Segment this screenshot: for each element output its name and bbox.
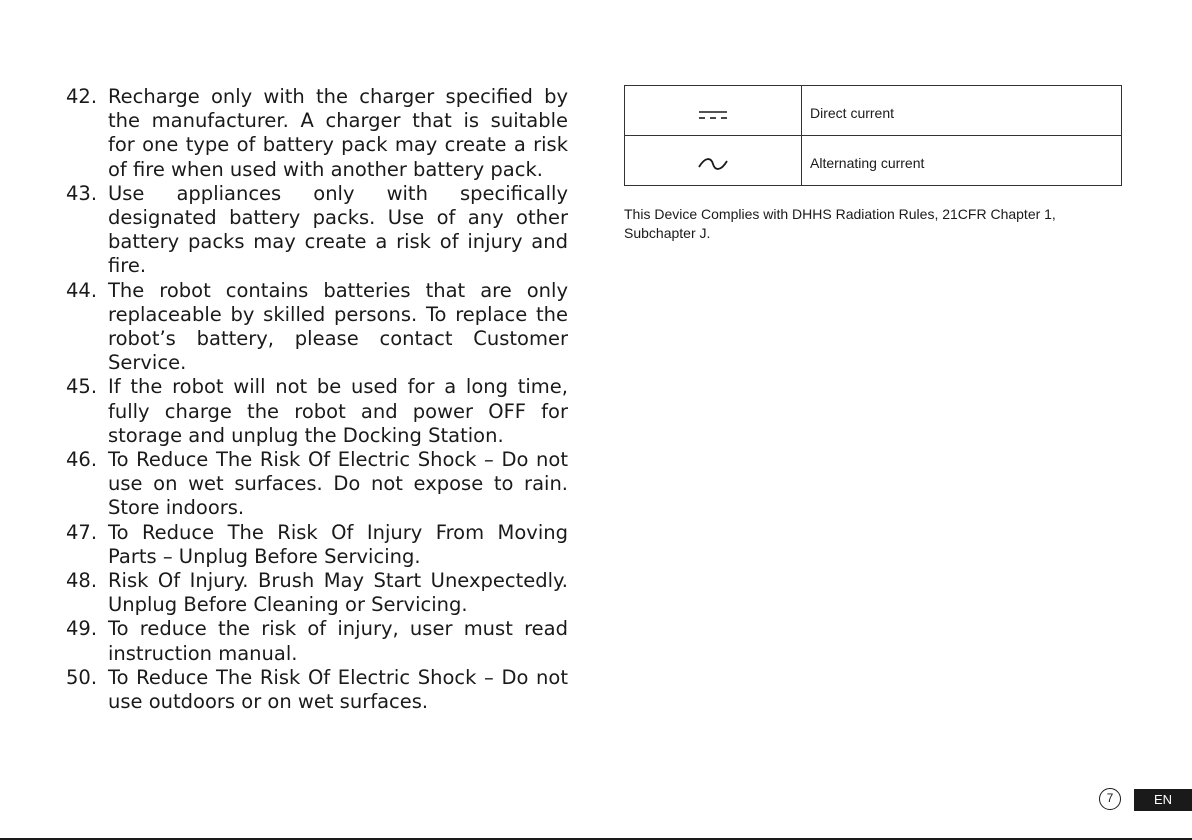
list-item: [66, 448, 568, 521]
item-text: To Reduce The Risk Of Injury From Moving Parts – Unplug Before Servicing.: [108, 520, 568, 568]
item-number: 50.: [66, 665, 98, 689]
item-text: To Reduce The Risk Of Electric Shock – Do not use on wet surfaces. Do not expose to rain. Store indoors.: [108, 448, 568, 520]
compliance-note: This Device Complies with DHHS Radiation Rules, 21CFR Chapter 1, Subchapter J.: [624, 206, 1056, 241]
item-number: 46.: [66, 448, 98, 472]
list-item: [66, 182, 568, 279]
item-text: To reduce the risk of injury, user must read instruction manual.: [108, 617, 568, 665]
direct-current-icon: [698, 108, 728, 122]
symbol-cell: [625, 86, 802, 136]
item-text: Recharge only with the charger specified by the manufacturer. A charger that is suitable for one type of battery pack may create a risk of fire when used with another battery pack.: [108, 85, 568, 181]
table-row: [625, 86, 1122, 136]
page-number: 7: [1099, 788, 1121, 810]
item-text: To Reduce The Risk Of Electric Shock – Do not use outdoors or on wet surfaces.: [108, 665, 568, 714]
item-text: The robot contains batteries that are only replaceable by skilled persons. To replace the robot’s battery, please contact Customer Service.: [108, 278, 568, 375]
list-item: [66, 279, 568, 376]
item-text: Risk Of Injury. Brush May Start Unexpectedly. Unplug Before Cleaning or Servicing.: [108, 569, 568, 617]
list-item: [66, 569, 568, 617]
symbol-description: Alternating current: [802, 136, 1122, 186]
alternating-current-icon: [697, 156, 729, 172]
item-number: 49.: [66, 617, 98, 641]
item-text: If the robot will not be used for a long time, fully charge the robot and power OFF for storage and unplug the Docking Station.: [108, 375, 568, 447]
symbol-description: Direct current: [802, 86, 1122, 136]
item-number: 47.: [66, 520, 98, 544]
list-item: [66, 617, 568, 665]
item-number: 43.: [66, 181, 98, 205]
item-number: 44.: [66, 278, 98, 302]
list-item: [66, 85, 568, 182]
table-row: [625, 136, 1122, 186]
instructions-list: [66, 85, 568, 714]
list-item: [66, 375, 568, 448]
list-item: [66, 666, 568, 714]
item-number: 45.: [66, 375, 98, 399]
symbols-table: [624, 85, 1122, 186]
symbol-cell: [625, 136, 802, 186]
item-text: Use appliances only with specifically designated battery packs. Use of any other battery packs may create a risk of injury and fire.: [108, 181, 568, 278]
item-number: 48.: [66, 569, 98, 593]
list-item: [66, 521, 568, 569]
language-tab: EN: [1134, 789, 1192, 811]
symbols-section: [624, 85, 1122, 243]
item-number: 42.: [66, 85, 98, 108]
